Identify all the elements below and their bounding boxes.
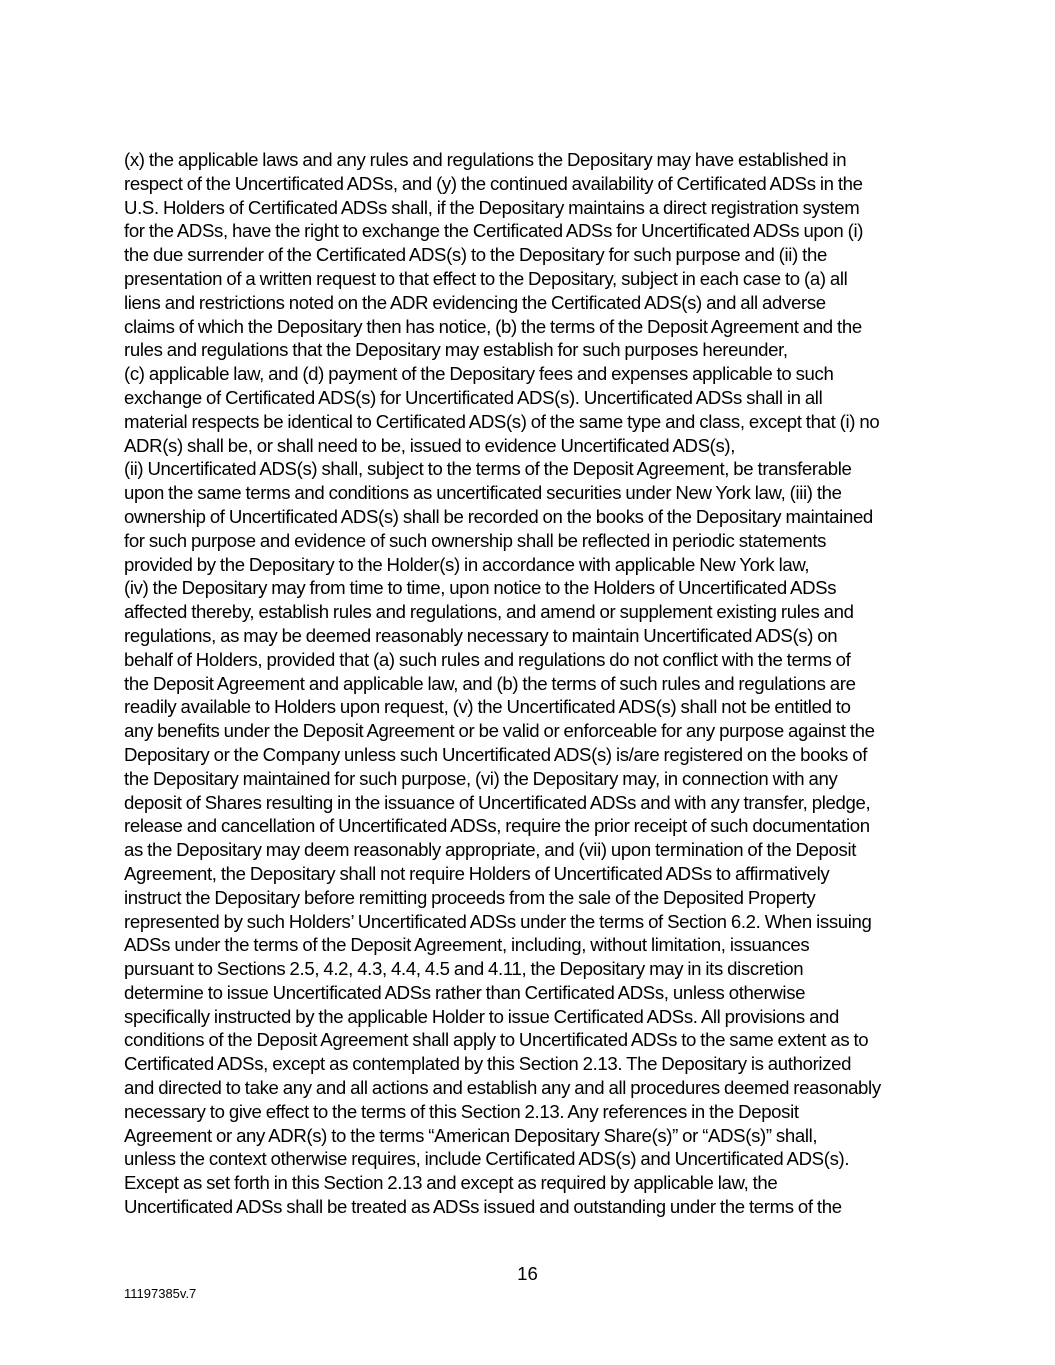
text-line: ownership of Uncertificated ADS(s) shall be recorded on the books of the Depositary maintained	[124, 505, 873, 527]
text-line: for such purpose and evidence of such ownership shall be reflected in periodic statements	[124, 529, 827, 551]
text-line: as the Depositary may deem reasonably appropriate, and (vii) upon termination of the Deposit	[124, 839, 857, 861]
text-line: (x) the applicable laws and any rules and regulations the Depositary may have established in	[124, 149, 847, 170]
text-line: Except as set forth in this Section 2.13 and except as required by applicable law, the	[124, 1172, 778, 1194]
text-line: necessary to give effect to the terms of this Section 2.13. Any references in the Deposit	[124, 1100, 799, 1122]
text-line: rules and regulations that the Depositary may establish for such purposes hereunder,	[124, 339, 788, 361]
text-line: deposit of Shares resulting in the issuance of Uncertificated ADSs and with any transfer, pledge,	[124, 791, 871, 813]
text-line: presentation of a written request to that effect to the Depositary, subject in each case to (a) all	[124, 267, 848, 289]
text-line: and directed to take any and all actions and establish any and all procedures deemed reasonably	[124, 1077, 881, 1099]
text-line: provided by the Depositary to the Holder(s) in accordance with applicable New York law,	[124, 553, 810, 575]
text-line: (c) applicable law, and (d) payment of the Depositary fees and expenses applicable to such	[124, 363, 834, 385]
text-line: Depositary or the Company unless such Uncertificated ADS(s) is/are registered on the books of	[124, 743, 868, 765]
text-line: Certificated ADSs, except as contemplated by this Section 2.13. The Depositary is authorized	[124, 1053, 852, 1075]
text-line: release and cancellation of Uncertificated ADSs, require the prior receipt of such documentation	[124, 815, 870, 837]
text-line: (iv) the Depositary may from time to time, upon notice to the Holders of Uncertificated ADSs	[124, 577, 837, 599]
text-line: conditions of the Deposit Agreement shall apply to Uncertificated ADSs to the same extent as to	[124, 1029, 869, 1051]
text-line: liens and restrictions noted on the ADR evidencing the Certificated ADS(s) and all adverse	[124, 291, 826, 313]
text-line: Agreement, the Depositary shall not require Holders of Uncertificated ADSs to affirmatively	[124, 862, 830, 884]
text-line: any benefits under the Deposit Agreement or be valid or enforceable for any purpose against the	[124, 720, 875, 742]
text-line: unless the context otherwise requires, include Certificated ADS(s) and Uncertificated ADS(s).	[124, 1148, 850, 1170]
text-line: pursuant to Sections 2.5, 4.2, 4.3, 4.4, 4.5 and 4.11, the Depositary may in its discretion	[124, 958, 804, 980]
text-line: affected thereby, establish rules and regulations, and amend or supplement existing rules and	[124, 601, 854, 623]
text-line: claims of which the Depositary then has notice, (b) the terms of the Deposit Agreement and the	[124, 315, 862, 337]
text-line: regulations, as may be deemed reasonably necessary to maintain Uncertificated ADS(s) on	[124, 624, 838, 646]
text-line: behalf of Holders, provided that (a) such rules and regulations do not conflict with the terms of	[124, 648, 851, 670]
text-line: ADR(s) shall be, or shall need to be, issued to evidence Uncertificated ADS(s),	[124, 434, 736, 456]
body-paragraph	[124, 148, 944, 1219]
text-line: material respects be identical to Certificated ADS(s) of the same type and class, except that (i) no	[124, 410, 880, 432]
text-line: the Deposit Agreement and applicable law, and (b) the terms of such rules and regulations are	[124, 672, 856, 694]
text-line: readily available to Holders upon request, (v) the Uncertificated ADS(s) shall not be entitled to	[124, 696, 851, 718]
text-line: specifically instructed by the applicable Holder to issue Certificated ADSs. All provisions and	[124, 1005, 840, 1027]
text-line: Uncertificated ADSs shall be treated as ADSs issued and outstanding under the terms of the	[124, 1196, 842, 1218]
text-line: U.S. Holders of Certificated ADSs shall, if the Depositary maintains a direct registration system	[124, 196, 860, 218]
text-line: (ii) Uncertificated ADS(s) shall, subject to the terms of the Deposit Agreement, be transferable	[124, 458, 852, 480]
text-line: Agreement or any ADR(s) to the terms “American Depositary Share(s)” or “ADS(s)” shall,	[124, 1124, 818, 1146]
text-line: upon the same terms and conditions as uncertificated securities under New York law, (iii) the	[124, 482, 842, 504]
text-line: ADSs under the terms of the Deposit Agreement, including, without limitation, issuances	[124, 934, 810, 956]
page-number: 16	[517, 1263, 538, 1284]
text-line: represented by such Holders’ Uncertificated ADSs under the terms of Section 6.2. When issuing	[124, 910, 872, 932]
text-line: respect of the Uncertificated ADSs, and (y) the continued availability of Certificated ADSs in the	[124, 172, 863, 194]
document-id: 11197385v.7	[124, 1286, 197, 1301]
text-line: instruct the Depositary before remitting proceeds from the sale of the Deposited Property	[124, 886, 816, 908]
text-line: determine to issue Uncertificated ADSs rather than Certificated ADSs, unless otherwise	[124, 981, 806, 1003]
text-line: for the ADSs, have the right to exchange the Certificated ADSs for Uncertificated ADSs upon (i)	[124, 220, 864, 242]
text-line: the Depositary maintained for such purpose, (vi) the Depositary may, in connection with any	[124, 767, 838, 789]
text-line: exchange of Certificated ADS(s) for Uncertificated ADS(s). Uncertificated ADSs shall in all	[124, 386, 823, 408]
text-line: the due surrender of the Certificated ADS(s) to the Depositary for such purpose and (ii) the	[124, 244, 827, 266]
